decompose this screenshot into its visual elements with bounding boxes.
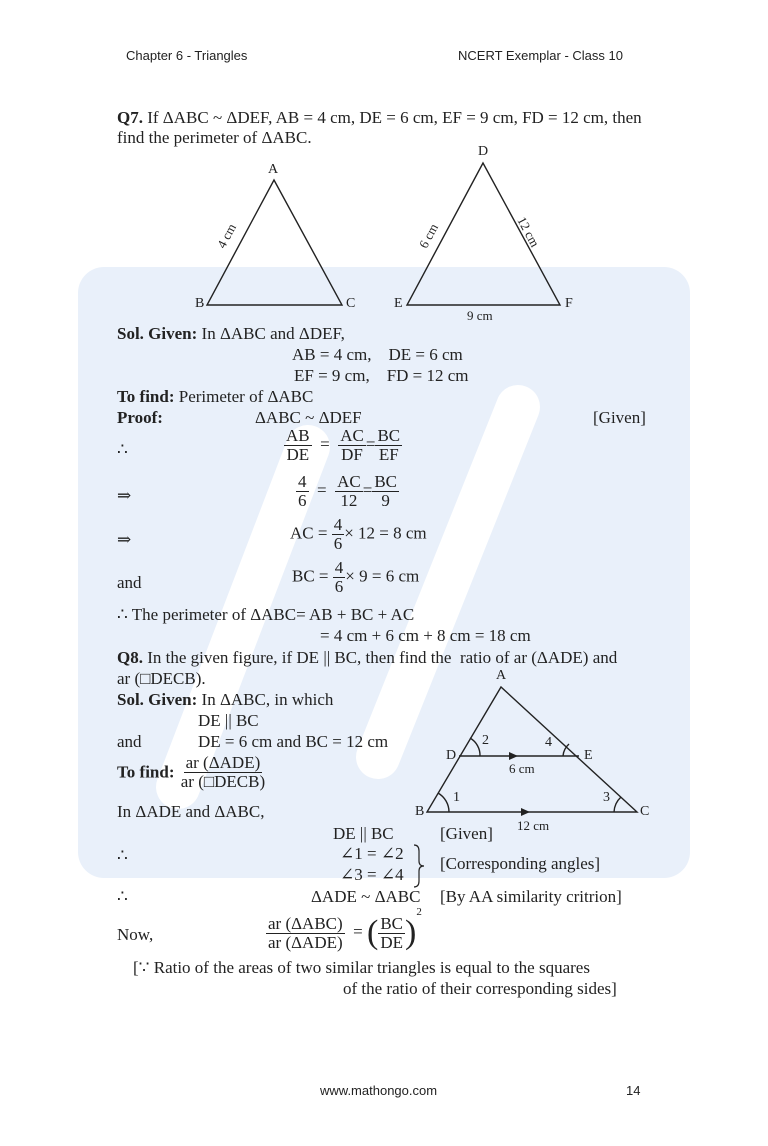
bc-lhs: BC = [292, 566, 329, 586]
q8-note-line2: of the ratio of their corresponding sides] [343, 979, 617, 998]
q8-stmt-similar: ΔADE ~ ΔABC [311, 887, 421, 906]
q7-vertex-e: E [394, 296, 403, 311]
q7-given-row2: EF = 9 cm, FD = 12 cm [294, 366, 469, 385]
ac-lhs: AC = [290, 523, 328, 543]
q8-reason-corresponding: [Corresponding angles] [440, 854, 601, 873]
q8-question-line2: ar (□DECB). [117, 669, 206, 688]
q8-note-line1: [∵ Ratio of the areas of two similar triangles is equal to the squares [133, 958, 590, 977]
header-book-title: NCERT Exemplar - Class 10 [458, 48, 623, 63]
frac-den: 12 [340, 490, 358, 510]
q8-reason-aa: [By AA similarity critrion] [440, 887, 622, 906]
q7-label: Q7. [117, 108, 143, 127]
q8-therefore-symbol-2: ∴ [117, 887, 128, 906]
q7-side-df-label: 12 cm [514, 214, 543, 250]
q7-therefore-symbol: ∴ [117, 440, 128, 459]
q8-and-label: and [117, 732, 142, 751]
q7-proof-reason: [Given] [593, 408, 646, 427]
q8-angle-4-label: 4 [545, 735, 552, 750]
q7-implies-symbol-2: ⇒ [117, 530, 132, 549]
q7-given-label: Sol. Given: [117, 324, 198, 343]
q8-vertex-c: C [640, 804, 650, 819]
q8-given-row1: DE || BC [198, 711, 259, 730]
frac-num: 4 [334, 558, 344, 577]
q7-perimeter-line2: = 4 cm + 6 cm + 8 cm = 18 cm [320, 626, 531, 645]
q8-label: Q8. [117, 648, 143, 667]
q8-bc-length-label: 12 cm [517, 818, 550, 833]
q8-stmt-angle34: ∠3 = ∠4 [340, 865, 404, 884]
q8-vertex-d: D [446, 748, 457, 763]
header-chapter-title: Chapter 6 - Triangles [126, 48, 248, 63]
bc-rhs: × 9 = 6 cm [345, 566, 420, 586]
q8-reason-given: [Given] [440, 824, 493, 843]
footer-website: www.mathongo.com [320, 1083, 438, 1098]
q8-curly-brace-icon [412, 843, 426, 889]
q8-in-triangles-text: In ΔADE and ΔABC, [117, 802, 265, 821]
q8-text: In the given figure, if DE || BC, then find the ratio of ar (ΔADE) and [147, 648, 618, 667]
frac-num: BC [377, 426, 401, 445]
q8-given-label: Sol. Given: [117, 690, 198, 709]
q7-ratio-equation-1: $\frac{AB}{DE}$ = $\frac{AC}{DF}$ = $\frac{BC}{EF}$ [286, 426, 401, 464]
q7-proof-statement: ΔABC ~ ΔDEF [255, 408, 362, 427]
q8-vertex-e: E [584, 748, 593, 763]
q8-given-text: In ΔABC, in which [201, 690, 334, 709]
q7-side-de-label: 6 cm [415, 220, 442, 251]
q8-angle-1-label: 1 [453, 790, 460, 805]
q7-side-ef-label: 9 cm [467, 308, 493, 323]
q8-given-row2: DE = 6 cm and BC = 12 cm [198, 732, 389, 751]
frac-den: 6 [298, 490, 307, 510]
q7-vertex-c: C [346, 296, 356, 311]
q8-vertex-b: B [415, 804, 425, 819]
q8-vertex-a: A [496, 668, 507, 683]
q8-de-length-label: 6 cm [509, 761, 535, 776]
frac-den: ar (□DECB) [180, 771, 266, 791]
q8-tofind-label: To find: [117, 762, 175, 782]
frac-den: ar (ΔADE) [268, 932, 343, 952]
q8-tofind-line [117, 754, 267, 791]
q7-given-row1: AB = 4 cm, DE = 6 cm [292, 345, 463, 364]
q7-implies-symbol-1: ⇒ [117, 486, 132, 505]
q7-side-ab-label: 4 cm [213, 220, 240, 251]
frac-den: DF [341, 444, 363, 464]
q7-given-text: In ΔABC and ΔDEF, [201, 324, 345, 343]
frac-num: BC [380, 913, 404, 933]
q7-perimeter-line1: ∴ The perimeter of ΔABC= AB + BC + AC [117, 605, 415, 624]
q7-and-label: and [117, 573, 142, 592]
frac-den: 6 [334, 576, 344, 596]
frac-den: DE [286, 444, 310, 464]
frac-num: AC [340, 426, 364, 445]
q8-stmt-angle12: ∠1 = ∠2 [340, 844, 404, 863]
q7-vertex-f: F [565, 296, 573, 311]
q7-ratio-equation-2: $\frac{4}{6}$ = $\frac{AC}{12}$ = $\frac{BC}{9}$ [298, 472, 397, 510]
frac-num: ar (ΔABC) [268, 913, 343, 933]
frac-num: 4 [333, 515, 343, 534]
q7-vertex-b: B [195, 296, 205, 311]
exponent: 2 [416, 906, 422, 918]
q7-text: If ΔABC ~ ΔDEF, AB = 4 cm, DE = 6 cm, EF = 9 cm, FD = 12 cm, then [147, 108, 642, 127]
left-paren: ( [367, 914, 379, 952]
q8-stmt-parallel: DE || BC [333, 824, 394, 843]
q7-vertex-a: A [268, 162, 279, 177]
q8-given-line [117, 690, 333, 710]
frac-num: BC [374, 472, 397, 491]
q8-angle-3-label: 3 [603, 790, 610, 805]
frac-den: DE [380, 932, 404, 952]
q8-now-label: Now, [117, 925, 154, 944]
q7-proof-label-text: Proof: [117, 408, 163, 427]
ac-rhs: × 12 = 8 cm [344, 523, 427, 543]
q7-question-line2: find the perimeter of ΔABC. [117, 128, 312, 147]
q7-vertex-d: D [478, 144, 489, 159]
frac-den: 6 [333, 533, 343, 553]
frac-den: 9 [381, 490, 390, 510]
frac-num: AB [286, 426, 310, 445]
frac-num: AC [337, 472, 361, 491]
footer-page-number: 14 [626, 1083, 641, 1098]
frac-num: 4 [298, 472, 307, 491]
frac-den: EF [378, 444, 399, 464]
q7-tofind-text: Perimeter of ΔABC [178, 387, 314, 406]
q8-area-ratio-equation: $\frac{\text{ar (ΔABC)}}{\text{ar (ΔADE)}}$ = ( $\frac{BC}{DE}$ )$^2$ [268, 906, 422, 952]
q8-therefore-symbol-1: ∴ [117, 846, 128, 865]
q8-angle-2-label: 2 [482, 733, 489, 748]
right-paren: ) [405, 914, 417, 952]
q7-tofind-label: To find: [117, 387, 175, 406]
frac-num: ar (ΔADE) [185, 753, 261, 772]
